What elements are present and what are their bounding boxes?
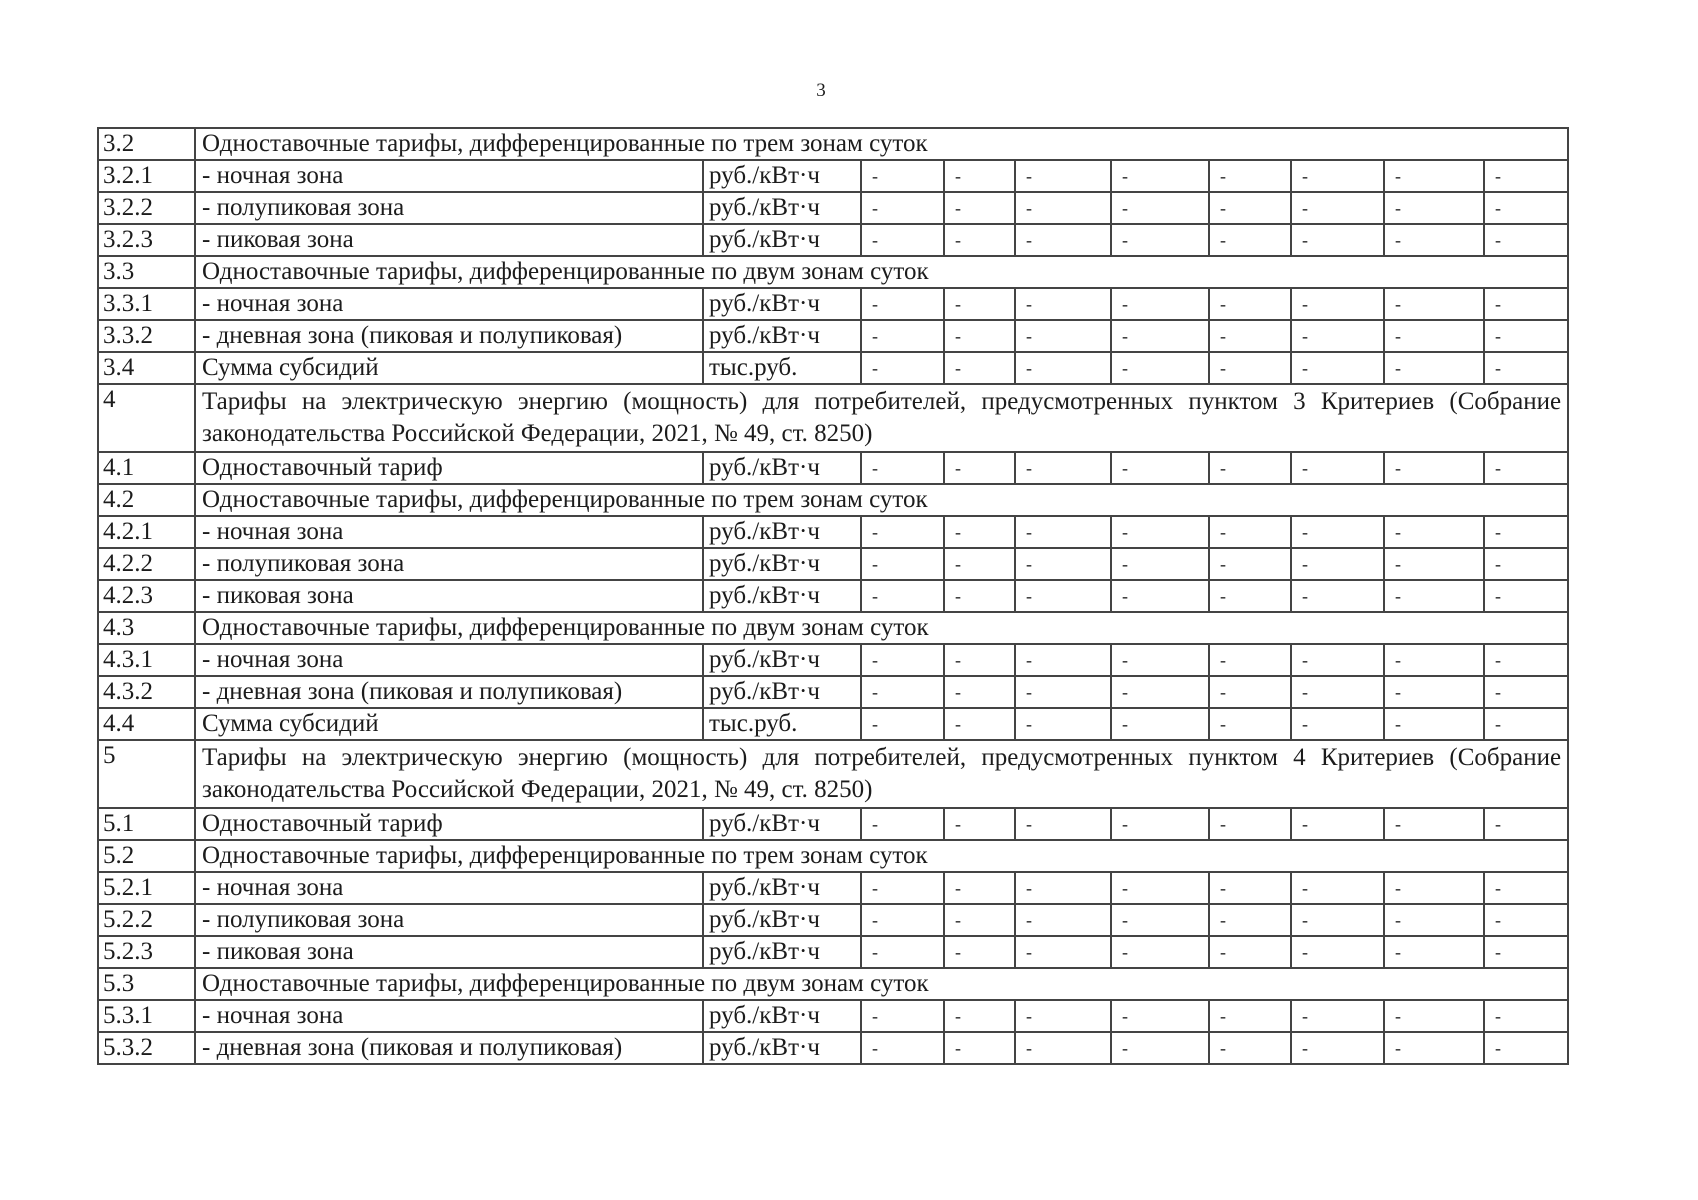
row-number: 5 bbox=[98, 740, 195, 808]
value-cell: - bbox=[1384, 808, 1484, 840]
value-cell: - bbox=[861, 516, 944, 548]
value-cell: - bbox=[1384, 1032, 1484, 1064]
section-row bbox=[98, 256, 1568, 288]
value-cell: - bbox=[1209, 352, 1291, 384]
row-unit: руб./кВт·ч bbox=[703, 1032, 861, 1064]
value-cell: - bbox=[861, 708, 944, 740]
value-cell: - bbox=[1111, 516, 1209, 548]
row-unit: руб./кВт·ч bbox=[703, 160, 861, 192]
value-cell: - bbox=[1384, 516, 1484, 548]
value-cell: - bbox=[861, 580, 944, 612]
section-title: Одноставочные тарифы, дифференцированные по двум зонам суток bbox=[195, 968, 1568, 1000]
table-row bbox=[98, 872, 1568, 904]
value-cell: - bbox=[944, 904, 1015, 936]
row-number: 3.3.1 bbox=[98, 288, 195, 320]
value-cell: - bbox=[944, 644, 1015, 676]
row-label: - ночная зона bbox=[195, 644, 703, 676]
value-cell: - bbox=[1209, 808, 1291, 840]
value-cell: - bbox=[1291, 160, 1384, 192]
row-number: 4 bbox=[98, 384, 195, 452]
value-cell: - bbox=[861, 352, 944, 384]
value-cell: - bbox=[1111, 580, 1209, 612]
table-row bbox=[98, 160, 1568, 192]
section-row bbox=[98, 968, 1568, 1000]
value-cell: - bbox=[1291, 904, 1384, 936]
table-row bbox=[98, 320, 1568, 352]
value-cell: - bbox=[1484, 676, 1568, 708]
value-cell: - bbox=[861, 288, 944, 320]
row-label: - ночная зона bbox=[195, 872, 703, 904]
value-cell: - bbox=[1111, 708, 1209, 740]
value-cell: - bbox=[1384, 548, 1484, 580]
row-label: - ночная зона bbox=[195, 288, 703, 320]
value-cell: - bbox=[861, 320, 944, 352]
value-cell: - bbox=[1015, 808, 1111, 840]
value-cell: - bbox=[1209, 516, 1291, 548]
table-row bbox=[98, 1032, 1568, 1064]
value-cell: - bbox=[861, 224, 944, 256]
row-number: 5.2.2 bbox=[98, 904, 195, 936]
value-cell: - bbox=[1111, 452, 1209, 484]
page-number: 3 bbox=[816, 80, 826, 101]
section-row bbox=[98, 612, 1568, 644]
value-cell: - bbox=[1484, 452, 1568, 484]
value-cell: - bbox=[1484, 160, 1568, 192]
row-unit: руб./кВт·ч bbox=[703, 452, 861, 484]
row-label: - дневная зона (пиковая и полупиковая) bbox=[195, 676, 703, 708]
value-cell: - bbox=[1015, 644, 1111, 676]
value-cell: - bbox=[944, 224, 1015, 256]
value-cell: - bbox=[861, 160, 944, 192]
value-cell: - bbox=[861, 1000, 944, 1032]
tariffs-table bbox=[97, 127, 1569, 1065]
value-cell: - bbox=[861, 676, 944, 708]
section-row bbox=[98, 384, 1568, 452]
value-cell: - bbox=[1291, 580, 1384, 612]
value-cell: - bbox=[1291, 548, 1384, 580]
value-cell: - bbox=[1015, 1000, 1111, 1032]
value-cell: - bbox=[861, 808, 944, 840]
table-row bbox=[98, 676, 1568, 708]
value-cell: - bbox=[1484, 516, 1568, 548]
value-cell: - bbox=[1384, 160, 1484, 192]
row-number: 4.3 bbox=[98, 612, 195, 644]
table-row bbox=[98, 580, 1568, 612]
value-cell: - bbox=[1384, 452, 1484, 484]
row-number: 5.3.2 bbox=[98, 1032, 195, 1064]
value-cell: - bbox=[944, 452, 1015, 484]
value-cell: - bbox=[1291, 352, 1384, 384]
value-cell: - bbox=[1015, 548, 1111, 580]
value-cell: - bbox=[1484, 872, 1568, 904]
value-cell: - bbox=[944, 548, 1015, 580]
value-cell: - bbox=[1209, 580, 1291, 612]
row-label: - полупиковая зона bbox=[195, 904, 703, 936]
row-unit: руб./кВт·ч bbox=[703, 516, 861, 548]
value-cell: - bbox=[1015, 192, 1111, 224]
value-cell: - bbox=[861, 644, 944, 676]
row-number: 4.2.2 bbox=[98, 548, 195, 580]
value-cell: - bbox=[1209, 548, 1291, 580]
row-number: 5.2.1 bbox=[98, 872, 195, 904]
value-cell: - bbox=[1291, 1000, 1384, 1032]
row-unit: руб./кВт·ч bbox=[703, 580, 861, 612]
section-title: Тарифы на электрическую энергию (мощность) для потребителей, предусмотренных пунктом 3 Критериев (Собрание законодательства Российской Федерации, 2021, № 49, ст. 8250) bbox=[195, 384, 1568, 452]
value-cell: - bbox=[1291, 1032, 1384, 1064]
value-cell: - bbox=[944, 936, 1015, 968]
value-cell: - bbox=[1384, 1000, 1484, 1032]
row-number: 3.3 bbox=[98, 256, 195, 288]
value-cell: - bbox=[1484, 288, 1568, 320]
value-cell: - bbox=[1015, 936, 1111, 968]
row-label: - полупиковая зона bbox=[195, 548, 703, 580]
value-cell: - bbox=[1111, 808, 1209, 840]
value-cell: - bbox=[1484, 320, 1568, 352]
row-label: Сумма субсидий bbox=[195, 708, 703, 740]
row-number: 3.2.1 bbox=[98, 160, 195, 192]
value-cell: - bbox=[1015, 708, 1111, 740]
section-row bbox=[98, 484, 1568, 516]
value-cell: - bbox=[1484, 808, 1568, 840]
row-unit: руб./кВт·ч bbox=[703, 808, 861, 840]
table-row bbox=[98, 708, 1568, 740]
table-row bbox=[98, 516, 1568, 548]
row-label: - пиковая зона bbox=[195, 580, 703, 612]
value-cell: - bbox=[1484, 1032, 1568, 1064]
table-row bbox=[98, 192, 1568, 224]
value-cell: - bbox=[1015, 352, 1111, 384]
value-cell: - bbox=[1484, 936, 1568, 968]
value-cell: - bbox=[1015, 320, 1111, 352]
section-title: Одноставочные тарифы, дифференцированные по двум зонам суток bbox=[195, 256, 1568, 288]
value-cell: - bbox=[944, 872, 1015, 904]
value-cell: - bbox=[1209, 452, 1291, 484]
row-unit: руб./кВт·ч bbox=[703, 548, 861, 580]
value-cell: - bbox=[1111, 548, 1209, 580]
section-row bbox=[98, 128, 1568, 160]
row-label: - полупиковая зона bbox=[195, 192, 703, 224]
value-cell: - bbox=[1015, 288, 1111, 320]
value-cell: - bbox=[1384, 580, 1484, 612]
value-cell: - bbox=[1111, 676, 1209, 708]
row-label: Одноставочный тариф bbox=[195, 452, 703, 484]
value-cell: - bbox=[1111, 1000, 1209, 1032]
section-title: Одноставочные тарифы, дифференцированные по трем зонам суток bbox=[195, 840, 1568, 872]
value-cell: - bbox=[1484, 580, 1568, 612]
value-cell: - bbox=[861, 548, 944, 580]
table-row bbox=[98, 936, 1568, 968]
row-number: 4.1 bbox=[98, 452, 195, 484]
value-cell: - bbox=[1384, 644, 1484, 676]
row-number: 5.2.3 bbox=[98, 936, 195, 968]
value-cell: - bbox=[1015, 516, 1111, 548]
section-title: Одноставочные тарифы, дифференцированные по двум зонам суток bbox=[195, 612, 1568, 644]
value-cell: - bbox=[1209, 320, 1291, 352]
value-cell: - bbox=[1291, 516, 1384, 548]
value-cell: - bbox=[1291, 872, 1384, 904]
value-cell: - bbox=[1111, 872, 1209, 904]
value-cell: - bbox=[1111, 288, 1209, 320]
section-row bbox=[98, 840, 1568, 872]
value-cell: - bbox=[1111, 904, 1209, 936]
value-cell: - bbox=[1484, 644, 1568, 676]
table-row bbox=[98, 288, 1568, 320]
value-cell: - bbox=[944, 160, 1015, 192]
row-unit: руб./кВт·ч bbox=[703, 192, 861, 224]
value-cell: - bbox=[1111, 644, 1209, 676]
value-cell: - bbox=[1015, 452, 1111, 484]
section-title: Одноставочные тарифы, дифференцированные по трем зонам суток bbox=[195, 484, 1568, 516]
value-cell: - bbox=[1291, 224, 1384, 256]
value-cell: - bbox=[1291, 808, 1384, 840]
value-cell: - bbox=[1111, 160, 1209, 192]
value-cell: - bbox=[1015, 160, 1111, 192]
value-cell: - bbox=[1111, 352, 1209, 384]
row-number: 5.3.1 bbox=[98, 1000, 195, 1032]
row-number: 4.2.3 bbox=[98, 580, 195, 612]
row-unit: руб./кВт·ч bbox=[703, 224, 861, 256]
row-number: 4.3.2 bbox=[98, 676, 195, 708]
table-row bbox=[98, 224, 1568, 256]
row-number: 4.2 bbox=[98, 484, 195, 516]
table-body bbox=[98, 128, 1568, 1064]
row-number: 3.2 bbox=[98, 128, 195, 160]
row-label: - пиковая зона bbox=[195, 224, 703, 256]
table-row bbox=[98, 452, 1568, 484]
value-cell: - bbox=[1209, 288, 1291, 320]
row-unit: руб./кВт·ч bbox=[703, 320, 861, 352]
value-cell: - bbox=[1484, 708, 1568, 740]
value-cell: - bbox=[1209, 936, 1291, 968]
value-cell: - bbox=[1291, 320, 1384, 352]
table-row bbox=[98, 352, 1568, 384]
value-cell: - bbox=[1209, 192, 1291, 224]
row-label: - пиковая зона bbox=[195, 936, 703, 968]
value-cell: - bbox=[1209, 872, 1291, 904]
value-cell: - bbox=[1111, 192, 1209, 224]
row-number: 5.1 bbox=[98, 808, 195, 840]
value-cell: - bbox=[1015, 1032, 1111, 1064]
value-cell: - bbox=[1484, 224, 1568, 256]
row-label: - ночная зона bbox=[195, 160, 703, 192]
value-cell: - bbox=[1015, 904, 1111, 936]
value-cell: - bbox=[1209, 904, 1291, 936]
value-cell: - bbox=[1384, 288, 1484, 320]
value-cell: - bbox=[944, 1000, 1015, 1032]
row-number: 3.3.2 bbox=[98, 320, 195, 352]
value-cell: - bbox=[1291, 452, 1384, 484]
value-cell: - bbox=[1209, 644, 1291, 676]
row-number: 5.3 bbox=[98, 968, 195, 1000]
row-number: 4.4 bbox=[98, 708, 195, 740]
value-cell: - bbox=[1384, 192, 1484, 224]
value-cell: - bbox=[1015, 872, 1111, 904]
row-label: Одноставочный тариф bbox=[195, 808, 703, 840]
value-cell: - bbox=[1111, 936, 1209, 968]
value-cell: - bbox=[1015, 224, 1111, 256]
value-cell: - bbox=[1291, 936, 1384, 968]
value-cell: - bbox=[1484, 1000, 1568, 1032]
table-row bbox=[98, 644, 1568, 676]
value-cell: - bbox=[1384, 676, 1484, 708]
value-cell: - bbox=[1384, 936, 1484, 968]
value-cell: - bbox=[1384, 872, 1484, 904]
value-cell: - bbox=[1291, 192, 1384, 224]
value-cell: - bbox=[1384, 320, 1484, 352]
value-cell: - bbox=[1384, 224, 1484, 256]
value-cell: - bbox=[1209, 1032, 1291, 1064]
value-cell: - bbox=[1111, 320, 1209, 352]
row-number: 3.4 bbox=[98, 352, 195, 384]
value-cell: - bbox=[1291, 708, 1384, 740]
row-unit: руб./кВт·ч bbox=[703, 936, 861, 968]
value-cell: - bbox=[1291, 288, 1384, 320]
value-cell: - bbox=[944, 580, 1015, 612]
value-cell: - bbox=[1291, 644, 1384, 676]
row-unit: руб./кВт·ч bbox=[703, 904, 861, 936]
value-cell: - bbox=[1291, 676, 1384, 708]
value-cell: - bbox=[1484, 352, 1568, 384]
row-label: - дневная зона (пиковая и полупиковая) bbox=[195, 320, 703, 352]
row-unit: тыс.руб. bbox=[703, 352, 861, 384]
value-cell: - bbox=[861, 452, 944, 484]
value-cell: - bbox=[861, 936, 944, 968]
value-cell: - bbox=[1384, 708, 1484, 740]
value-cell: - bbox=[944, 352, 1015, 384]
row-unit: руб./кВт·ч bbox=[703, 644, 861, 676]
row-number: 5.2 bbox=[98, 840, 195, 872]
value-cell: - bbox=[1015, 676, 1111, 708]
value-cell: - bbox=[861, 904, 944, 936]
table-row bbox=[98, 808, 1568, 840]
value-cell: - bbox=[944, 676, 1015, 708]
row-number: 3.2.2 bbox=[98, 192, 195, 224]
value-cell: - bbox=[1384, 904, 1484, 936]
value-cell: - bbox=[861, 192, 944, 224]
row-unit: руб./кВт·ч bbox=[703, 288, 861, 320]
value-cell: - bbox=[1484, 904, 1568, 936]
row-number: 4.2.1 bbox=[98, 516, 195, 548]
value-cell: - bbox=[1484, 192, 1568, 224]
value-cell: - bbox=[1015, 580, 1111, 612]
section-title: Тарифы на электрическую энергию (мощность) для потребителей, предусмотренных пунктом 4 Критериев (Собрание законодательства Российской Федерации, 2021, № 49, ст. 8250) bbox=[195, 740, 1568, 808]
row-unit: руб./кВт·ч bbox=[703, 872, 861, 904]
row-label: - ночная зона bbox=[195, 516, 703, 548]
value-cell: - bbox=[1111, 1032, 1209, 1064]
section-row bbox=[98, 740, 1568, 808]
table-row bbox=[98, 1000, 1568, 1032]
value-cell: - bbox=[944, 708, 1015, 740]
value-cell: - bbox=[1209, 1000, 1291, 1032]
value-cell: - bbox=[1384, 352, 1484, 384]
table-row bbox=[98, 548, 1568, 580]
row-unit: руб./кВт·ч bbox=[703, 1000, 861, 1032]
section-title: Одноставочные тарифы, дифференцированные по трем зонам суток bbox=[195, 128, 1568, 160]
value-cell: - bbox=[861, 872, 944, 904]
row-number: 4.3.1 bbox=[98, 644, 195, 676]
row-label: - ночная зона bbox=[195, 1000, 703, 1032]
row-unit: тыс.руб. bbox=[703, 708, 861, 740]
table-row bbox=[98, 904, 1568, 936]
value-cell: - bbox=[861, 1032, 944, 1064]
value-cell: - bbox=[944, 320, 1015, 352]
value-cell: - bbox=[1209, 224, 1291, 256]
row-label: - дневная зона (пиковая и полупиковая) bbox=[195, 1032, 703, 1064]
value-cell: - bbox=[1484, 548, 1568, 580]
row-unit: руб./кВт·ч bbox=[703, 676, 861, 708]
value-cell: - bbox=[944, 516, 1015, 548]
value-cell: - bbox=[1209, 160, 1291, 192]
value-cell: - bbox=[1209, 676, 1291, 708]
value-cell: - bbox=[944, 288, 1015, 320]
value-cell: - bbox=[944, 808, 1015, 840]
value-cell: - bbox=[1209, 708, 1291, 740]
value-cell: - bbox=[944, 1032, 1015, 1064]
row-number: 3.2.3 bbox=[98, 224, 195, 256]
row-label: Сумма субсидий bbox=[195, 352, 703, 384]
value-cell: - bbox=[1111, 224, 1209, 256]
value-cell: - bbox=[944, 192, 1015, 224]
